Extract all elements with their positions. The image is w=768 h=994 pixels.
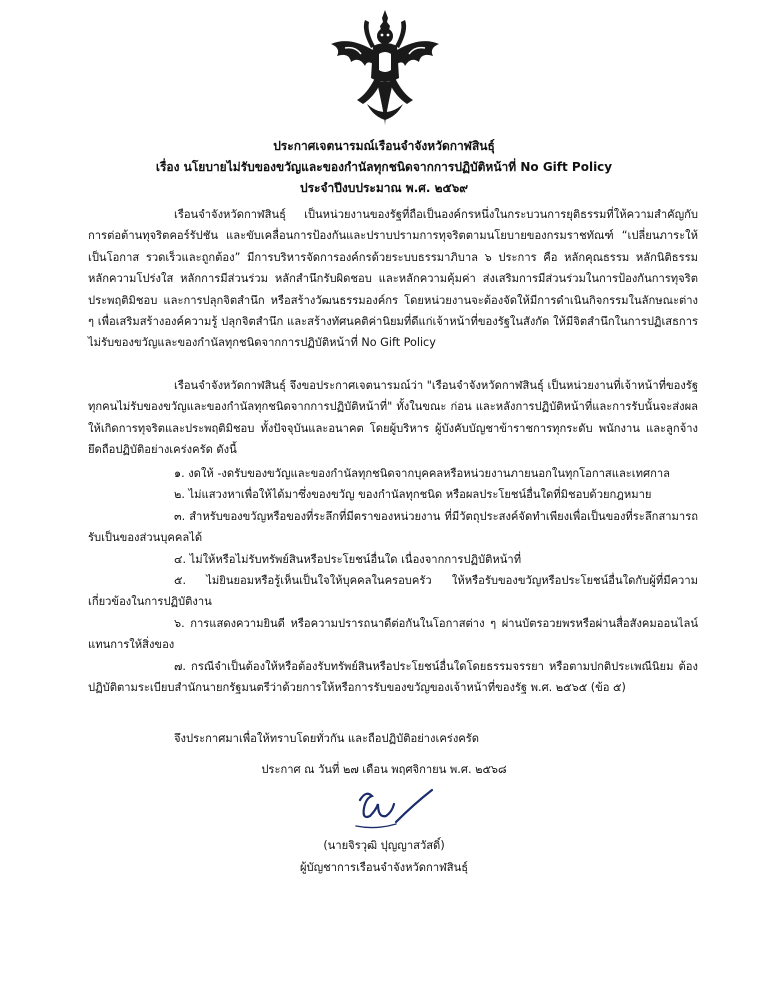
policy-item: ๑. งดให้ -งดรับของขวัญและของกำนัลทุกชนิดจากบุคคลหรือหน่วยงานภายนอกในทุกโอกาสและเทศกาล: [174, 467, 671, 480]
intro-paragraph: เรือนจำจังหวัดกาฬสินธุ์ เป็นหน่วยงานของรัฐที่ถือเป็นองค์กรหนึ่งในกระบวนการยุติธรรมที่ให้ความสำคัญกับการต่อต้านทุจริตคอร์รัปชัน และขับเคลื่อนการป้องกันและปราบปรามการทุจริตตามนโยบายของกรมราชทัณฑ์ “เปลี่ยนภาระให้เป็นโอกาส รวดเร็วและถูกต้อง” มีการบริหารจัดการองค์กรด้วยระบบธรรมาภิบาล ๖ ประการ คือ หลักคุณธรรม หลักนิติธรรม หลักความโปร่งใส หลักการมีส่วนร่วม หลักสำนึกรับผิดชอบ และหลักความคุ้มค่า ส่งเสริมการมีส่วนร่วมในการป้องกันการทุจริต ประพฤติมิชอบ และการปลุกจิตสำนึก หรือสร้างวัฒนธรรมองค์กร โดยหน่วยงานจะต้องจัดให้มีการดำเนินกิจกรรมในลักษณะต่าง ๆ เพื่อเสริมสร้างองค์ความรู้ ปลุกจิตสำนึก และสร้างทัศนคติค่านิยมที่ดีแก่เจ้าหน้าที่ของรัฐในสังกัด ให้มีจิตสำนึกในการปฏิเสธการไม่รับของขวัญและของกำนัลทุกชนิดจากการปฏิบัติหน้าที่ No Gift Policy: [88, 208, 698, 350]
garuda-emblem: [327, 8, 443, 130]
policy-item: ๓. สำหรับของขวัญหรือของที่ระลึกที่มีตราของหน่วยงาน ที่มีวัตถุประสงค์จัดทำเพียงเพื่อเป็นของที่ระลึกสามารถรับเป็นของส่วนบุคคลได้: [88, 509, 698, 545]
closing-statement: จึงประกาศมาเพื่อให้ทราบโดยทั่วกัน และถือปฏิบัติอย่างเคร่งครัด: [174, 732, 480, 745]
announcement-subject: เรื่อง นโยบายไม่รับของขวัญและของกำนัลทุกชนิดจากการปฏิบัติหน้าที่ No Gift Policy: [155, 160, 613, 174]
policy-item: ๔. ไม่ให้หรือไม่รับทรัพย์สินหรือประโยชน์อื่นใด เนื่องจากการปฏิบัติหน้าที่: [174, 552, 522, 566]
signatory-position: ผู้บัญชาการเรือนจำจังหวัดกาฬสินธุ์: [299, 861, 469, 874]
policy-item: ๖. การแสดงความยินดี หรือความปรารถนาดีต่อกันในโอกาสต่าง ๆ ผ่านบัตรอวยพรหรือผ่านสื่อสังคมออนไลน์ แทนการให้สิ่งของ: [88, 616, 698, 652]
fiscal-year-line: ประจำปีงบประมาณ พ.ศ. ๒๕๖๙: [299, 181, 469, 195]
policy-item: ๕. ไม่ยินยอมหรือรู้เห็นเป็นใจให้บุคคลในครอบครัว ให้หรือรับของขวัญหรือประโยชน์อื่นใดกับผู้ที่มีความเกี่ยวข้องในการปฏิบัติงาน: [88, 574, 698, 609]
policy-item: ๒. ไม่แสวงหาเพื่อให้ได้มาซึ่งของขวัญ ของกำนัลทุกชนิด หรือผลประโยชน์อื่นใดที่มิชอบด้วยกฎหมาย: [174, 488, 652, 502]
policy-list: [88, 463, 698, 698]
announcement-date: ประกาศ ณ วันที่ ๒๗ เดือน พฤศจิกายน พ.ศ. ๒๕๖๘: [261, 763, 507, 776]
handwritten-signature: [336, 786, 452, 834]
announcement-title: ประกาศเจตนารมณ์เรือนจำจังหวัดกาฬสินธุ์: [273, 139, 495, 153]
declaration-paragraph: เรือนจำจังหวัดกาฬสินธุ์ จึงขอประกาศเจตนารมณ์ว่า "เรือนจำจังหวัดกาฬสินธุ์ เป็นหน่วยงานที่เจ้าหน้าที่ของรัฐทุกคนไม่รับของขวัญและของกำนัลทุกชนิดจากการปฏิบัติหน้าที่" ทั้งในขณะ ก่อน และหลังการปฏิบัติหน้าที่และการรับนั้นจะส่งผลให้เกิดการทุจริตและประพฤติมิชอบ ทั้งปัจจุบันและอนาคต โดยผู้บริหาร ผู้บังคับบัญชาข้าราชการทุกระดับ พนักงาน และลูกจ้าง ยึดถือปฏิบัติอย่างเคร่งครัด ดังนี้: [88, 379, 698, 457]
policy-item: ๗. กรณีจำเป็นต้องให้หรือต้องรับทรัพย์สินหรือประโยชน์อื่นใดโดยธรรมจรรยา หรือตามปกติประเพณีนิยม ต้องปฏิบัติตามระเบียบสำนักนายกรัฐมนตรีว่าด้วยการให้หรือการรับของขวัญของเจ้าหน้าที่ของรัฐ พ.ศ. ๒๕๖๕ (ข้อ ๕): [88, 659, 698, 695]
signatory-name: (นายจิรวุฒิ ปุญญาสวัสดิ์): [323, 839, 445, 852]
